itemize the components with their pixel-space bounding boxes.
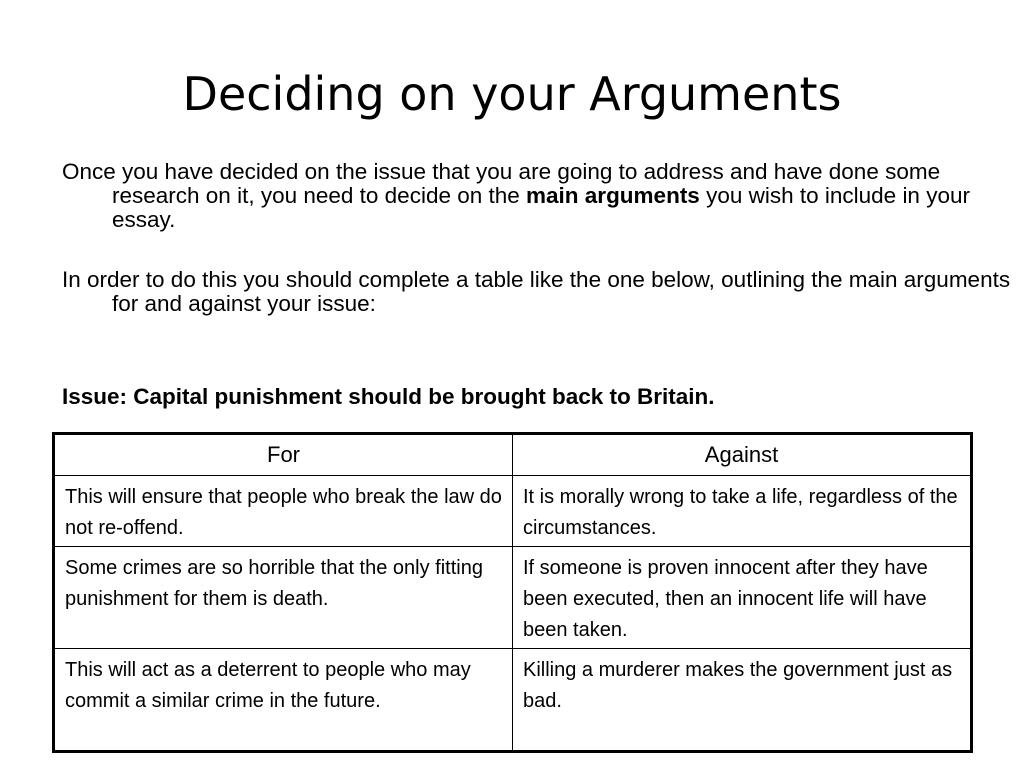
table-row [54, 649, 972, 752]
argument-against-cell: Killing a murderer makes the government just as bad. [513, 649, 972, 752]
table-header-row [54, 434, 972, 476]
argument-for-cell: This will ensure that people who break the law do not re-offend. [54, 476, 513, 547]
intro-bold-phrase: main arguments [526, 183, 700, 208]
arguments-table [52, 432, 973, 753]
intro-text-end: you wish to include in your essay. [112, 183, 970, 232]
intro-text-start: Once you have decided on the issue that you are going to address and have done some research on it, you need to decide on the [62, 159, 941, 208]
issue-statement: Issue: Capital punishment should be brought back to Britain. [62, 384, 715, 409]
intro-paragraph [62, 160, 1012, 232]
argument-for-cell: Some crimes are so horrible that the only fitting punishment for them is death. [54, 547, 513, 649]
slide-title: Deciding on your Arguments [182, 67, 842, 121]
column-header-for: For [54, 434, 513, 476]
argument-against-cell: If someone is proven innocent after they have been executed, then an innocent life will have been taken. [513, 547, 972, 649]
table-row [54, 476, 972, 547]
argument-for-cell: This will act as a deterrent to people who may commit a similar crime in the future. [54, 649, 513, 752]
table-row [54, 547, 972, 649]
instruction-paragraph: In order to do this you should complete a table like the one below, outlining the main arguments for and against your issue: [62, 267, 1011, 316]
argument-against-cell: It is morally wrong to take a life, regardless of the circumstances. [513, 476, 972, 547]
column-header-against: Against [513, 434, 972, 476]
